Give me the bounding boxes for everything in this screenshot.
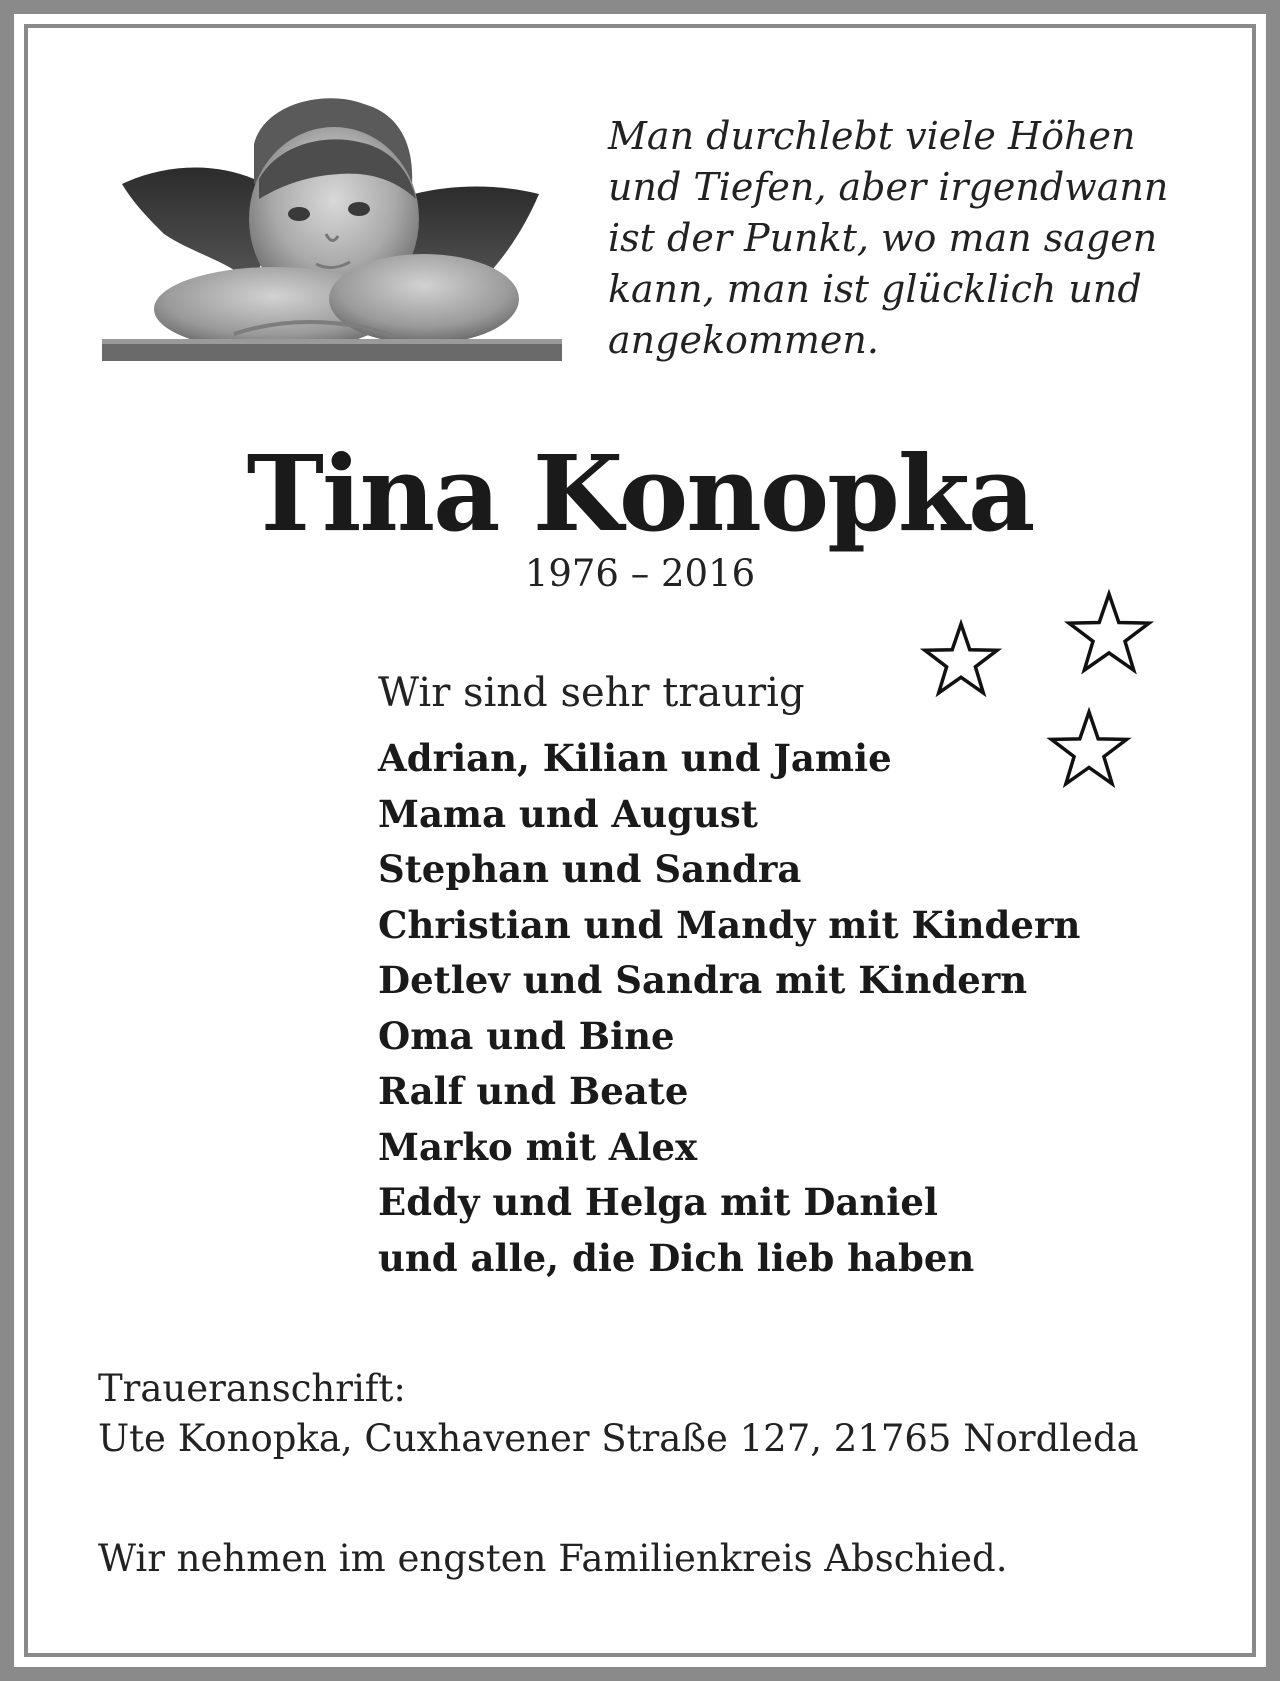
- star-outline-icon: [1069, 594, 1149, 670]
- mourner-entry: Ralf und Beate: [378, 1069, 689, 1113]
- memorial-quote: [608, 111, 1248, 366]
- address-label: Traueranschrift:: [98, 1367, 406, 1410]
- mourners-list: [378, 731, 1080, 1286]
- mourners-intro: Wir sind sehr traurig: [378, 670, 805, 716]
- quote-line: ist der Punkt, wo man sagen: [608, 216, 1158, 260]
- address-value: Ute Konopka, Cuxhavener Straße 127, 21765 Nordleda: [98, 1417, 1139, 1460]
- deceased-name: Tina Konopka: [246, 432, 1034, 555]
- quote-line: Man durchlebt viele Höhen: [608, 114, 1136, 158]
- mourning-address: [98, 1364, 1139, 1464]
- mourner-entry: Mama und August: [378, 791, 758, 836]
- mourner-entry: Adrian, Kilian und Jamie: [378, 736, 892, 780]
- mourner-entry: Christian und Mandy mit Kindern: [378, 902, 1081, 947]
- mourner-entry: Oma und Bine: [378, 1013, 675, 1058]
- obituary-card: [14, 14, 1266, 1667]
- quote-line: angekommen.: [608, 318, 879, 362]
- cherub-angel-icon: [94, 84, 564, 374]
- quote-line: kann, man ist glücklich und: [608, 267, 1142, 311]
- quote-line: und Tiefen, aber irgendwann: [608, 165, 1169, 209]
- mourner-entry: und alle, die Dich lieb haben: [378, 1235, 975, 1280]
- mourner-entry: Eddy und Helga mit Daniel: [378, 1180, 938, 1224]
- closing-note: Wir nehmen im engsten Familienkreis Abschied.: [98, 1537, 1008, 1580]
- star-outline-icon: [925, 624, 997, 693]
- mourner-entry: Marko mit Alex: [378, 1124, 698, 1169]
- mourner-entry: Stephan und Sandra: [378, 847, 802, 891]
- life-dates: 1976 – 2016: [524, 552, 756, 595]
- mourner-entry: Detlev und Sandra mit Kindern: [378, 958, 1028, 1002]
